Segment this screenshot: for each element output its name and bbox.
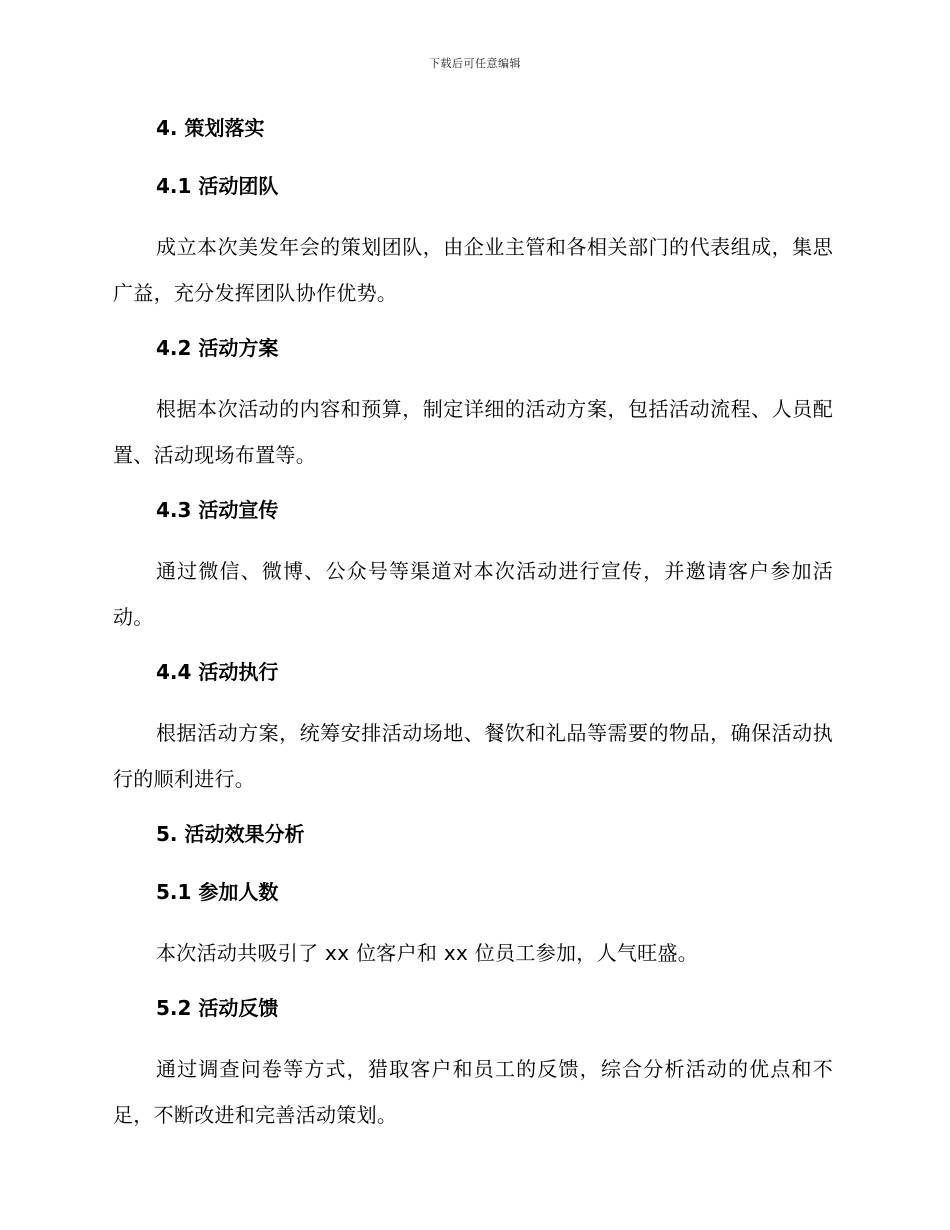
- section-heading-5: 5. 活动效果分析: [156, 822, 305, 846]
- paragraph-promotion: 通过微信、微博、公众号等渠道对本次活动进行宣传，并邀请客户参加活动。: [113, 559, 833, 629]
- paragraph-feedback: 通过调查问卷等方式，猎取客户和员工的反馈，综合分析活动的优点和不足，不断改进和完善活动策划。: [113, 1057, 833, 1127]
- section-heading-4-2: 4.2 活动方案: [156, 336, 279, 360]
- paragraph-team: 成立本次美发年会的策划团队，由企业主管和各相关部门的代表组成，集思广益，充分发挥团队协作优势。: [113, 235, 833, 305]
- section-heading-4: 4. 策划落实: [156, 116, 265, 140]
- section-heading-4-4: 4.4 活动执行: [156, 660, 279, 684]
- paragraph-attendance: 本次活动共吸引了 xx 位客户和 xx 位员工参加，人气旺盛。: [156, 941, 699, 965]
- paragraph-execution: 根据活动方案，统筹安排活动场地、餐饮和礼品等需要的物品，确保活动执行的顺利进行。: [113, 721, 833, 791]
- section-heading-5-1: 5.1 参加人数: [156, 880, 279, 904]
- section-heading-5-2: 5.2 活动反馈: [156, 996, 279, 1020]
- document-body: [113, 108, 833, 1150]
- section-heading-4-3: 4.3 活动宣传: [156, 498, 279, 522]
- section-heading-4-1: 4.1 活动团队: [156, 174, 279, 198]
- header-note: 下载后可任意编辑: [429, 57, 521, 70]
- paragraph-plan: 根据本次活动的内容和预算，制定详细的活动方案，包括活动流程、人员配置、活动现场布置等。: [113, 397, 833, 467]
